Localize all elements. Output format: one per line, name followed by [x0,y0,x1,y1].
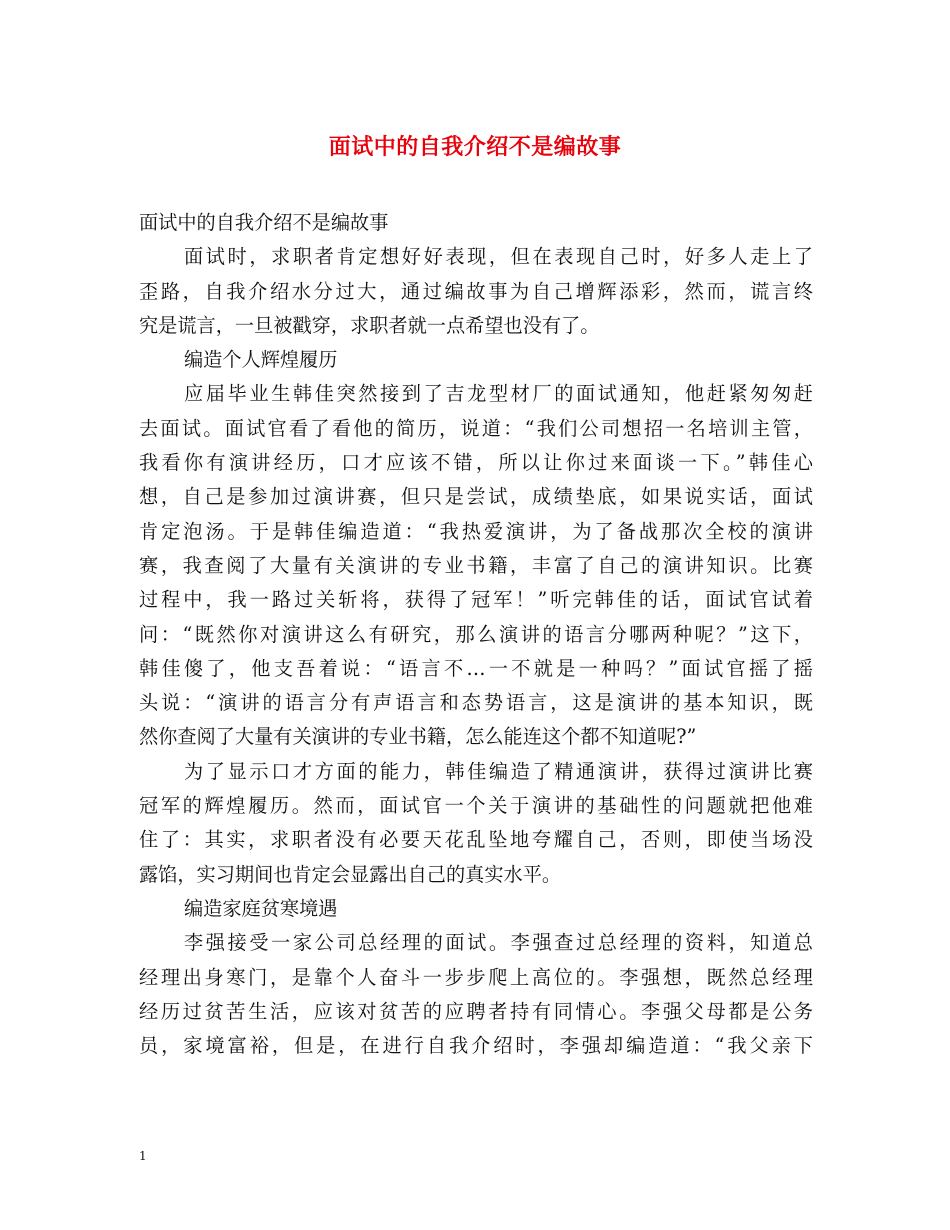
text-line: 经理出身寒门，是靠个人奋斗一步步爬上高位的。李强想，既然总经理 [139,965,813,989]
text-line: 冠军的辉煌履历。然而，面试官一个关于演讲的基础性的问题就把他难 [139,794,813,818]
text-line: 歪路，自我介绍水分过大，通过编故事为自己增辉添彩，然而，谎言终 [139,279,813,303]
text-line: 然你查阅了大量有关演讲的专业书籍，怎么能连这个都不知道呢?” [139,725,697,749]
text-line: 赛，我查阅了大量有关演讲的专业书籍，丰富了自己的演讲知识。比赛 [139,553,813,577]
text-line: 为了显示口才方面的能力，韩佳编造了精通演讲，获得过演讲比赛 [184,759,813,783]
text-line: 头说：“演讲的语言分有声语言和态势语言，这是演讲的基本知识，既 [139,691,813,715]
text-line: 我看你有演讲经历，口才应该不错，所以让你过来面谈一下。”韩佳心 [139,451,813,475]
text-line: 想，自己是参加过演讲赛，但只是尝试，成绩垫底，如果说实话，面试 [139,485,813,509]
text-line: 露馅，实习期间也肯定会显露出自己的真实水平。 [139,862,562,886]
text-line: 应届毕业生韩佳突然接到了吉龙型材厂的面试通知，他赶紧匆匆赶 [184,382,813,406]
text-line: 去面试。面试官看了看他的简历，说道：“我们公司想招一名培训主管， [139,416,813,440]
text-line: 问：“既然你对演讲这么有研究，那么演讲的语言分哪两种呢？”这下， [139,622,813,646]
text-line: 过程中，我一路过关斩将，获得了冠军！”听完韩佳的话，面试官试着 [139,588,813,612]
text-line: 员，家境富裕，但是，在进行自我介绍时，李强却编造道：“我父亲下 [139,1034,813,1058]
document-title: 面试中的自我介绍不是编故事 [328,134,622,160]
text-line: 经历过贫苦生活，应该对贫苦的应聘者持有同情心。李强父母都是公务 [139,999,813,1023]
text-line: 住了：其实，求职者没有必要天花乱坠地夸耀自己，否则，即使当场没 [139,828,813,852]
text-line: 李强接受一家公司总经理的面试。李强查过总经理的资料，知道总 [184,931,813,955]
text-line: 面试中的自我介绍不是编故事 [139,211,389,234]
page-number: 1 [139,1149,147,1163]
section-heading: 编造个人辉煌履历 [184,348,338,372]
text-line: 究是谎言，一旦被戳穿，求职者就一点希望也没有了。 [139,313,600,337]
text-line: 肯定泡汤。于是韩佳编造道：“我热爱演讲，为了备战那次全校的演讲 [139,519,813,543]
document-body [139,206,813,1063]
text-line: 面试时，求职者肯定想好好表现，但在表现自己时，好多人走上了 [184,245,813,269]
text-line: 韩佳傻了，他支吾着说：“语言不…一不就是一种吗？”面试官摇了摇 [139,656,813,680]
section-heading: 编造家庭贫寒境遇 [184,896,338,920]
